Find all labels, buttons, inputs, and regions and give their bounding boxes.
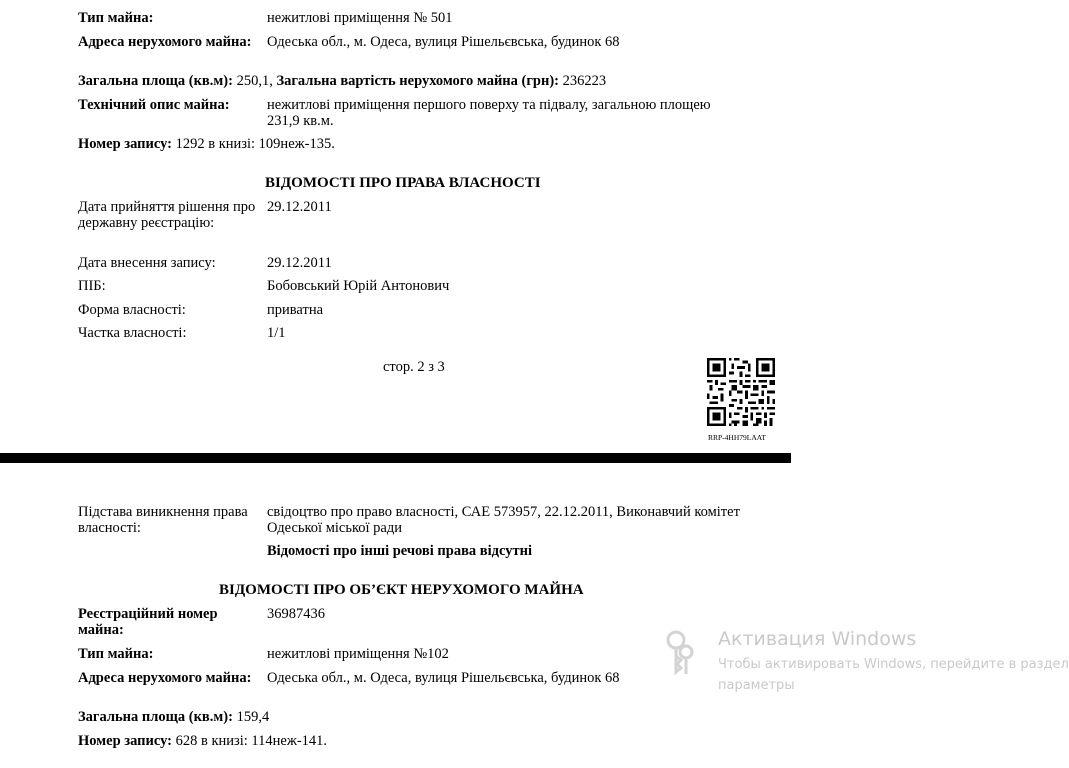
owner-name-value: Бобовський Юрій Антонович [267, 278, 450, 294]
reg-number-label: Реєстраційний номер майна: [78, 606, 218, 638]
object-section-title: ВІДОМОСТІ ПРО ОБ’ЄКТ НЕРУХОМОГО МАЙНА [219, 582, 584, 598]
record-label-2: Номер запису: [78, 733, 172, 749]
tech-description-label: Технічний опис майна: [78, 97, 230, 113]
reg-number-value: 36987436 [267, 606, 325, 622]
ownership-share-value: 1/1 [267, 325, 286, 341]
activation-line-3: параметры [718, 678, 795, 693]
record-row [78, 136, 335, 152]
object-type-value-2: нежитлові приміщення №102 [267, 646, 449, 662]
decision-date-label: Дата прийняття рішення про державну реєстрацію: [78, 199, 256, 231]
record-label: Номер запису: [78, 136, 172, 152]
address-label: Адреса нерухомого майна: [78, 34, 252, 50]
object-type-label-2: Тип майна: [78, 646, 154, 662]
activation-line-2: Чтобы активировать Windows, перейдите в раздел [718, 657, 1069, 672]
ownership-share-label: Частка власності: [78, 325, 187, 341]
basis-label: Підстава виникнення права власності: [78, 504, 248, 536]
cost-label: Загальна вартість нерухомого майна (грн): [276, 73, 560, 89]
other-rights-note: Відомості про інші речові права відсутні [267, 543, 532, 559]
entry-date-label: Дата внесення запису: [78, 255, 216, 271]
ownership-section-title: ВІДОМОСТІ ПРО ПРАВА ВЛАСНОСТІ [265, 175, 541, 191]
record-row-2 [78, 733, 327, 749]
page-separator [0, 453, 791, 463]
activation-watermark [660, 628, 1069, 698]
qr-code [707, 358, 775, 426]
area-label-2: Загальна площа (кв.м): [78, 709, 233, 725]
key-icon [660, 628, 712, 680]
decision-date-value: 29.12.2011 [267, 199, 332, 215]
area-value: 250,1, [236, 73, 273, 89]
object-type-label: Тип майна: [78, 10, 154, 26]
owner-name-label: ПІБ: [78, 278, 106, 294]
area-value-2: 159,4 [236, 709, 270, 725]
address-value-2: Одеська обл., м. Одеса, вулиця Рішельєвська, будинок 68 [267, 670, 620, 686]
basis-value: свідоцтво про право власності, САЕ 573957, 22.12.2011, Виконавчий комітет Одеської міської ради [267, 504, 740, 536]
activation-title: Активация Windows [718, 628, 917, 650]
qr-caption: RRP-4HH79LAAT [708, 433, 766, 442]
ownership-form-label: Форма власності: [78, 302, 186, 318]
area-row [78, 73, 606, 89]
record-value: 1292 в книзі: 109неж-135. [175, 136, 335, 152]
entry-date-value: 29.12.2011 [267, 255, 332, 271]
record-value-2: 628 в книзі: 114неж-141. [175, 733, 328, 749]
tech-description-value: нежитлові приміщення першого поверху та підвалу, загальною площею 231,9 кв.м. [267, 97, 711, 129]
area-row-2 [78, 709, 269, 725]
address-label-2: Адреса нерухомого майна: [78, 670, 252, 686]
area-label: Загальна площа (кв.м): [78, 73, 233, 89]
ownership-form-value: приватна [267, 302, 324, 318]
object-type-value: нежитлові приміщення № 501 [267, 10, 453, 26]
address-value: Одеська обл., м. Одеса, вулиця Рішельєвська, будинок 68 [267, 34, 620, 50]
page-number: стор. 2 з 3 [383, 359, 445, 375]
cost-value: 236223 [562, 73, 607, 89]
